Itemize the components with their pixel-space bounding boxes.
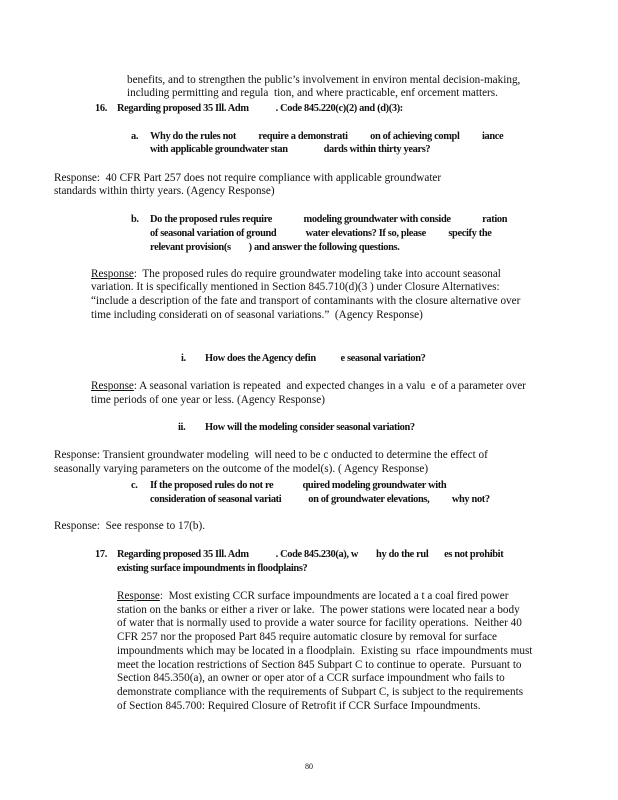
q16-number: 16. <box>95 103 107 114</box>
q16a-line-2: with applicable groundwater stan dards within thirty years? <box>150 144 431 155</box>
response-16a-line-2: standards within thirty years. (Agency Response) <box>54 185 275 197</box>
response-16b-line-4: time including considerati on of seasonal variations.” (Agency Response) <box>91 309 423 321</box>
response-label: Response <box>91 268 134 280</box>
response-17-line-1 <box>117 590 508 603</box>
response-16b-ii-line-1: Response: Transient groundwater modeling will need to be c onducted to determine the effect of <box>54 449 488 461</box>
q16c-line-1: If the proposed rules do not re quired modeling groundwater with <box>150 480 447 491</box>
page-number: 80 <box>305 762 313 771</box>
intro-line-2: including permitting and regula tion, and where practicable, enf orcement matters. <box>127 87 498 99</box>
response-17-line-6: meet the location restrictions of Section 845 Subpart C to continue to operate. Pursuant to <box>117 659 522 671</box>
q16b-i-number: i. <box>181 353 186 364</box>
q16b-ii-number: ii. <box>178 422 186 433</box>
response-16b-line-3: “include a description of the fate and transport of contaminants with the closure alternative over <box>91 295 521 307</box>
q17-heading-2: existing surface impoundments in floodplains? <box>117 563 308 574</box>
q16b-line-2: of seasonal variation of ground water elevations? If so, please specify the <box>150 228 492 239</box>
response-17-text-1: : Most existing CCR surface impoundments are located a t a coal fired power <box>159 590 509 602</box>
response-16b-line-2: variation. It is specifically mentioned in Section 845.710(d)(3 ) under Closure Alternatives: <box>91 281 500 293</box>
response-label: Response <box>117 590 160 602</box>
response-16b-line-1 <box>91 268 501 281</box>
response-16b-text-1: : The proposed rules do require groundwater modeling take into account seasonal <box>133 268 501 280</box>
response-17-line-8: demonstrate compliance with the requirements of Subpart C, is subject to the requirements <box>117 686 524 698</box>
q16a-letter: a. <box>131 131 139 142</box>
q16b-ii-text: How will the modeling consider seasonal variation? <box>205 422 415 433</box>
q16a-line-1: Why do the rules not require a demonstrati on of achieving compl iance <box>150 131 504 142</box>
response-17-line-3: of water that is normally used to provide a water source for facility operations. Neither 40 <box>117 617 522 629</box>
response-label: Response <box>91 380 134 392</box>
q16c-line-2: consideration of seasonal variati on of groundwater elevations, why not? <box>150 494 490 505</box>
q16b-i-text: How does the Agency defin e seasonal variation? <box>205 353 426 364</box>
q16c-letter: c. <box>131 480 138 491</box>
q17-heading-1: Regarding proposed 35 Ill. Adm . Code 845.230(a), w hy do the rul es not prohibit <box>117 549 504 560</box>
intro-line-1: benefits, and to strengthen the public’s involvement in environ mental decision-making, <box>127 74 521 86</box>
response-17-line-4: CFR 257 nor the proposed Part 845 require automatic closure by removal for surface <box>117 631 497 643</box>
q16b-line-3: relevant provision(s ) and answer the following questions. <box>150 242 400 253</box>
response-16a-line-1: Response: 40 CFR Part 257 does not require compliance with applicable groundwater <box>54 172 442 184</box>
response-16b-i-line-1 <box>91 380 526 393</box>
q16b-letter: b. <box>131 214 139 225</box>
q16-heading: Regarding proposed 35 Ill. Adm . Code 845.220(c)(2) and (d)(3): <box>117 103 403 114</box>
response-16b-i-line-2: time periods of one year or less. (Agency Response) <box>91 394 325 406</box>
q16b-line-1: Do the proposed rules require modeling groundwater with conside ration <box>150 214 508 225</box>
response-17-line-7: Section 845.350(a), an owner or oper ator of a CCR surface impoundment who fails to <box>117 672 505 684</box>
response-17-line-5: impoundments which may be located in a floodplain. Existing su rface impoundments must <box>117 645 533 657</box>
response-16b-i-text-1: : A seasonal variation is repeated and expected changes in a valu e of a parameter over <box>133 380 526 392</box>
response-16b-ii-line-2: seasonally varying parameters on the outcome of the model(s). ( Agency Response) <box>54 463 429 475</box>
response-16c: Response: See response to 17(b). <box>54 520 206 532</box>
response-17-line-9: of Section 845.700: Required Closure of Retrofit if CCR Surface Impoundments. <box>117 700 481 712</box>
q17-number: 17. <box>95 549 107 560</box>
response-17-line-2: station on the banks or either a river or lake. The power stations were located near a body <box>117 604 520 616</box>
